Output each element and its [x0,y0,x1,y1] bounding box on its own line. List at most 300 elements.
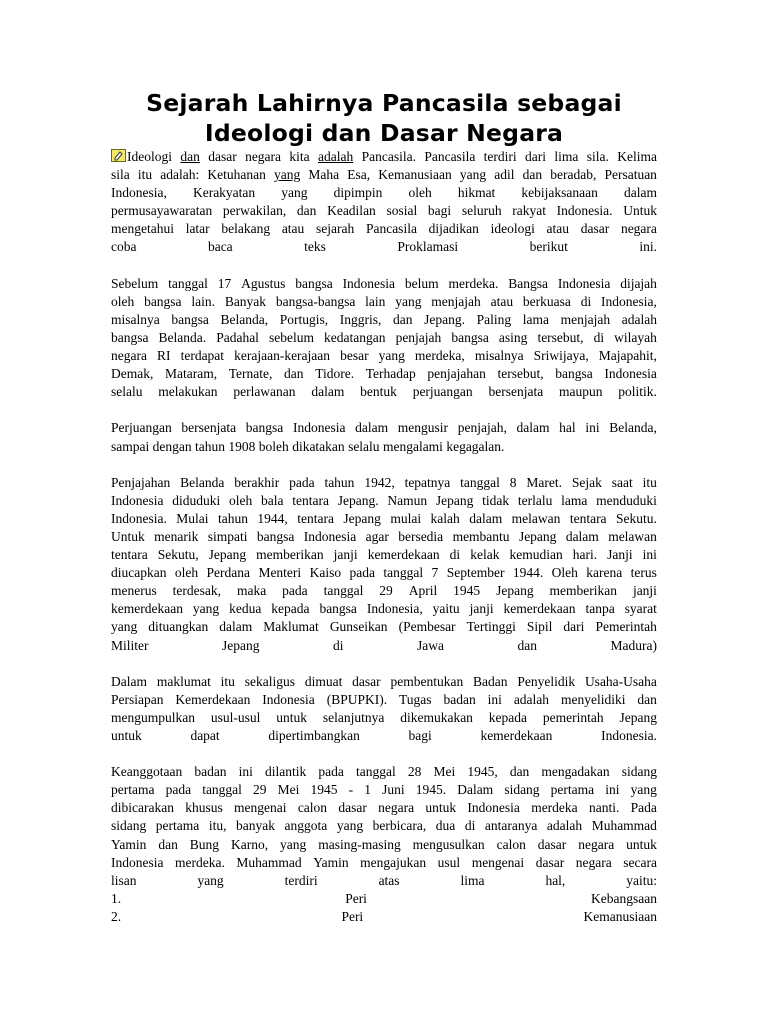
text-line [111,474,657,492]
word: Demak, [111,366,154,382]
paragraph [111,673,657,745]
word: dalam [469,510,503,526]
word: mengetahui [111,221,174,237]
word: sebelum [269,329,314,345]
word: Muhammad [591,818,657,834]
word: dijadikan [428,221,479,237]
word: 8 [509,474,517,490]
word: 1945. [415,782,447,798]
word: hal, [545,872,566,888]
text-line [111,600,657,618]
word: adalah: [160,167,200,183]
word: tahun [195,438,226,454]
word: lain [365,293,386,309]
word: dan [296,203,317,219]
word: Jepang [208,547,247,563]
text-line [111,184,657,202]
word: lisan [111,872,137,888]
word: pertama [111,782,155,798]
word: dalam [565,528,599,544]
word: Tertinggi [466,619,516,635]
word: September [446,565,505,581]
word: Perjuangan [111,420,172,436]
word: negara [575,854,612,870]
word: kelak [470,547,500,563]
text-line [111,238,657,256]
word: misalnya [474,348,524,364]
word: dan [180,149,200,164]
text-line [111,618,657,636]
word: Jepang [518,528,557,544]
word: diucapkan [111,565,167,581]
word: Sejak [571,474,602,490]
word: kepada [488,709,528,725]
word: sekaligus [244,673,295,689]
word: badan [194,764,227,780]
word: Portugis, [279,311,329,327]
word: Dalam [457,782,494,798]
word: Indonesia. [556,203,613,219]
word: Sekutu. [616,510,657,526]
word: pada [282,583,308,599]
word: janji [632,583,657,599]
word: dibicarakan [111,800,174,816]
word: Tidore. [315,366,355,382]
word: untuk [276,709,307,725]
word: pada [318,764,344,780]
text-line [111,637,657,655]
word: coba [111,239,137,255]
word: rakyat [512,203,546,219]
word: dasar [338,800,367,816]
word: misalnya [111,311,160,327]
word: mengalami [382,438,443,454]
word: berbicara, [372,818,427,834]
word: Jepang [343,510,381,526]
text-line [111,582,657,600]
word: tentara [292,492,329,508]
word: tanggal [202,782,242,798]
word: dipimpin [333,185,383,201]
word: pada [165,782,192,798]
word: dan [509,764,530,780]
word: di [580,293,592,309]
word: Belanda. [158,329,207,345]
word: Maha [308,167,340,183]
word: negara [245,149,282,164]
word: Indonesia [262,691,315,707]
text-line [111,166,657,184]
word: tanggal [356,764,396,780]
word: simpati [207,528,248,544]
word: Keadilan [327,203,376,219]
word: Bangsa [508,275,548,291]
paragraph [111,275,657,402]
word: lima [460,872,485,888]
word: tepatnya [404,474,451,490]
word: Indonesia [303,528,357,544]
text-line [111,419,657,437]
word: Sebelum [111,275,159,291]
word: seluruh [461,203,502,219]
word: calon [297,800,328,816]
word: 17 [217,275,232,291]
word: melakukan [158,384,218,400]
list-item-prefix: Peri [345,890,367,906]
word: penjajah [395,329,442,345]
text-line [111,727,657,745]
word: Untuk [623,203,657,219]
word: menyelidiki [560,691,626,707]
word: wilayah [614,329,657,345]
paragraph [111,763,657,926]
word: dasar [580,221,610,237]
word: atau [546,221,570,237]
word: dituangkan [148,619,209,635]
word: banyak [236,818,275,834]
word: Ketuhanan [207,167,266,183]
word: pertama [550,782,595,798]
word: bentuk [360,384,397,400]
word: adil [494,167,515,183]
word: Indonesia, [366,601,423,617]
word: Kelima [617,149,657,164]
word: Oleh [551,565,578,581]
word: Maklumat [263,619,319,635]
word: 28 [407,764,422,780]
word: Belanda, [609,420,657,436]
word: adalah [318,149,354,164]
word: Karno, [230,836,269,852]
word: Pancasila [424,149,476,164]
word: hal [559,420,576,436]
word: kemerdekaan [111,601,183,617]
word: Indonesia [604,366,657,382]
word: belakang [221,221,271,237]
word: sampai [111,438,150,454]
word: Indonesia, [601,293,657,309]
word: bagi [408,728,432,743]
word: tidak [482,492,510,508]
word: (BPUPKI). [326,691,388,707]
word: merdeka [531,800,578,816]
word: Gunseikan [329,619,388,635]
word: dan [158,836,178,852]
word: saat [611,474,633,490]
word: maka [236,583,267,599]
text-line [111,365,657,383]
word [111,148,172,166]
note-icon[interactable] [111,149,126,162]
word: Jepang. [424,311,465,327]
word: ini. [639,239,657,255]
word: terdesak, [172,583,222,599]
word: itu [642,474,657,490]
word: menarik [154,528,199,544]
word: tahun [217,510,248,526]
word: negara [378,800,415,816]
word: baca [207,239,233,255]
word: Dalam [111,673,147,689]
word: (Pembesar [398,619,456,635]
word: permusayawaratan [111,203,213,219]
word: tersebut, [537,329,584,345]
word: Indonesia [111,492,164,508]
word: yang [280,836,307,852]
word: Indonesia [342,275,396,291]
word: dalam [219,619,253,635]
word: Jepang [435,492,474,508]
text-line [111,383,657,401]
word: Pemerintah [595,619,657,635]
word: selalu [111,384,143,400]
word: dua [435,818,456,834]
word: adalah [513,691,550,707]
word: kegagalan. [446,438,505,454]
word: April [408,583,438,599]
word: dalam [516,420,550,436]
word: dasar [535,854,565,870]
word: dijajah [620,275,657,291]
word: dan [284,366,304,382]
word: calon [496,836,526,852]
word: sejarah [316,221,355,237]
word: Inggris, [339,311,382,327]
word: di [593,329,605,345]
word: Sriwijaya, [533,348,589,364]
text-line [111,202,657,220]
word: sila. [586,149,609,164]
text-line [111,311,657,329]
word: mengusulkan [412,836,485,852]
word: Belanda [180,474,225,490]
text-line [111,763,657,781]
word: kebijaksanaan [521,185,598,201]
word: Militer [111,637,149,653]
word: Pancasila. [361,149,416,164]
text-line [111,872,657,890]
word: Indonesia. [111,510,167,526]
word: Kemanusiaan [378,167,452,183]
word: oleh [174,565,199,581]
list-item [111,908,657,926]
text-line [111,673,657,691]
word: Yamin [111,836,147,852]
word: Majapahit, [598,348,657,364]
word: khusus [185,800,223,816]
word: kedua [229,601,262,617]
word: Kerakyatan [192,185,256,201]
text-line [111,564,657,582]
list-item-number: 1. [111,890,122,906]
word: Maret. [526,474,563,490]
word: Menteri [258,565,302,581]
word: maupun [558,384,603,400]
word: masing-masing [318,836,401,852]
word: Juni [382,782,405,798]
word: teks [304,239,326,255]
word: pemerintah [542,709,604,725]
word: Usaha-Usaha [584,673,657,689]
word: pembentukan [390,673,464,689]
list-item [111,890,657,908]
word: untuk [626,836,657,852]
word: pertama [155,818,200,834]
word: itu [220,673,235,689]
word: negara [111,348,147,364]
word: dengan [152,438,192,454]
word: Jepang [222,637,260,653]
word: berikut [529,239,568,255]
word: secara [623,854,657,870]
word: RI [157,348,171,364]
word: tentara [569,510,607,526]
word: Perdana [206,565,251,581]
word: oleh [408,185,432,201]
word: maklumat [156,673,211,689]
word: atau [490,293,514,309]
word: yang [111,619,138,635]
text-line [111,293,657,311]
word: selanjutnya [322,709,385,725]
word: Indonesia [111,854,164,870]
word: melawan [511,510,561,526]
word: Paling [476,311,512,327]
word: 1945 [453,583,481,599]
word: Penjajahan [111,474,171,490]
word: bersenjata [488,384,544,400]
word: adalah [546,818,583,834]
word: Esa, [347,167,371,183]
word: nanti. [588,800,620,816]
word: ideologi [490,221,535,237]
word: yang [630,782,657,798]
word: terdiri [483,149,517,164]
word: tanpa [585,601,615,617]
word: kepada [271,601,310,617]
word: Untuk [111,528,145,544]
paragraph [111,419,657,455]
word: yang [336,818,364,834]
word: dan [517,637,538,653]
word: 1945, [467,764,498,780]
word: dalam [355,420,389,436]
word: dan [637,691,657,707]
word: Badan [473,673,508,689]
word: yang [192,601,220,617]
word: Ternate, [228,366,273,382]
word: tentara [111,547,148,563]
word: sila [111,167,130,183]
word: yang [197,872,224,888]
text-line [111,546,657,564]
word: Terhadap [365,366,416,382]
word: mulai [390,510,422,526]
word: Kaiso [309,565,342,581]
word: Jepang [619,709,657,725]
word: tanggal [323,583,364,599]
word: bersedia [398,528,444,544]
word: Indonesia [292,420,346,436]
word: Indonesia [557,275,611,291]
text-line [111,510,657,528]
word: usul-usul [210,709,261,725]
word: terdiri [284,872,318,888]
word: diduduki [172,492,221,508]
word: merdeka. [175,854,225,870]
word: 1942, [364,474,395,490]
word: boleh [258,438,289,454]
word: mengenai [471,854,525,870]
word: janji [469,601,494,617]
word: bangsa-bangsa [275,293,356,309]
text-line [111,691,657,709]
word: yang [395,293,422,309]
word: lima [554,149,579,164]
word: hikmat [457,185,496,201]
word: ini [487,691,502,707]
word: agar [365,528,389,544]
document-body [111,148,657,944]
word: perlawanan [233,384,296,400]
word: dasar [537,836,567,852]
word: janji [333,547,358,563]
word: asing [498,329,528,345]
text-line [111,528,657,546]
word: Indonesia [467,800,520,816]
word: Mei [433,764,456,780]
word: di [449,547,461,563]
word: ini [238,764,253,780]
word: tanggal [168,275,208,291]
word: tersebut, [497,366,544,382]
word: merdeka, [414,348,465,364]
word: yaitu: [626,872,657,888]
text-line [111,836,657,854]
word: menjajah [560,311,611,327]
word: oleh [229,492,253,508]
word: Jepang [496,583,534,599]
word: bangsa [451,329,489,345]
word: 7 [431,565,439,581]
word: penjajah, [457,420,507,436]
word: penjajahan [427,366,486,382]
word: Indonesia. [601,728,657,743]
word: sidang [111,818,147,834]
word: Bung [189,836,220,852]
word: negara [578,836,615,852]
word: pada [289,474,315,490]
word: kita [289,149,310,164]
word: perwakilan, [222,203,287,219]
word: Sekutu, [157,547,199,563]
word: mengumpulkan [111,709,195,725]
word: menduduki [596,492,657,508]
word: atas [378,872,400,888]
word: besar [340,348,369,364]
paragraph [111,474,657,655]
word: beradab, [550,167,597,183]
word: Yamin [313,854,349,870]
word: syarat [624,601,657,617]
word: Kemerdekaan [175,691,251,707]
word: sidang [504,782,540,798]
word: kemerdekaan [367,547,440,563]
word: Janji [607,547,633,563]
text-line [111,329,657,347]
word: Agustus [241,275,286,291]
word: politik. [618,384,657,400]
